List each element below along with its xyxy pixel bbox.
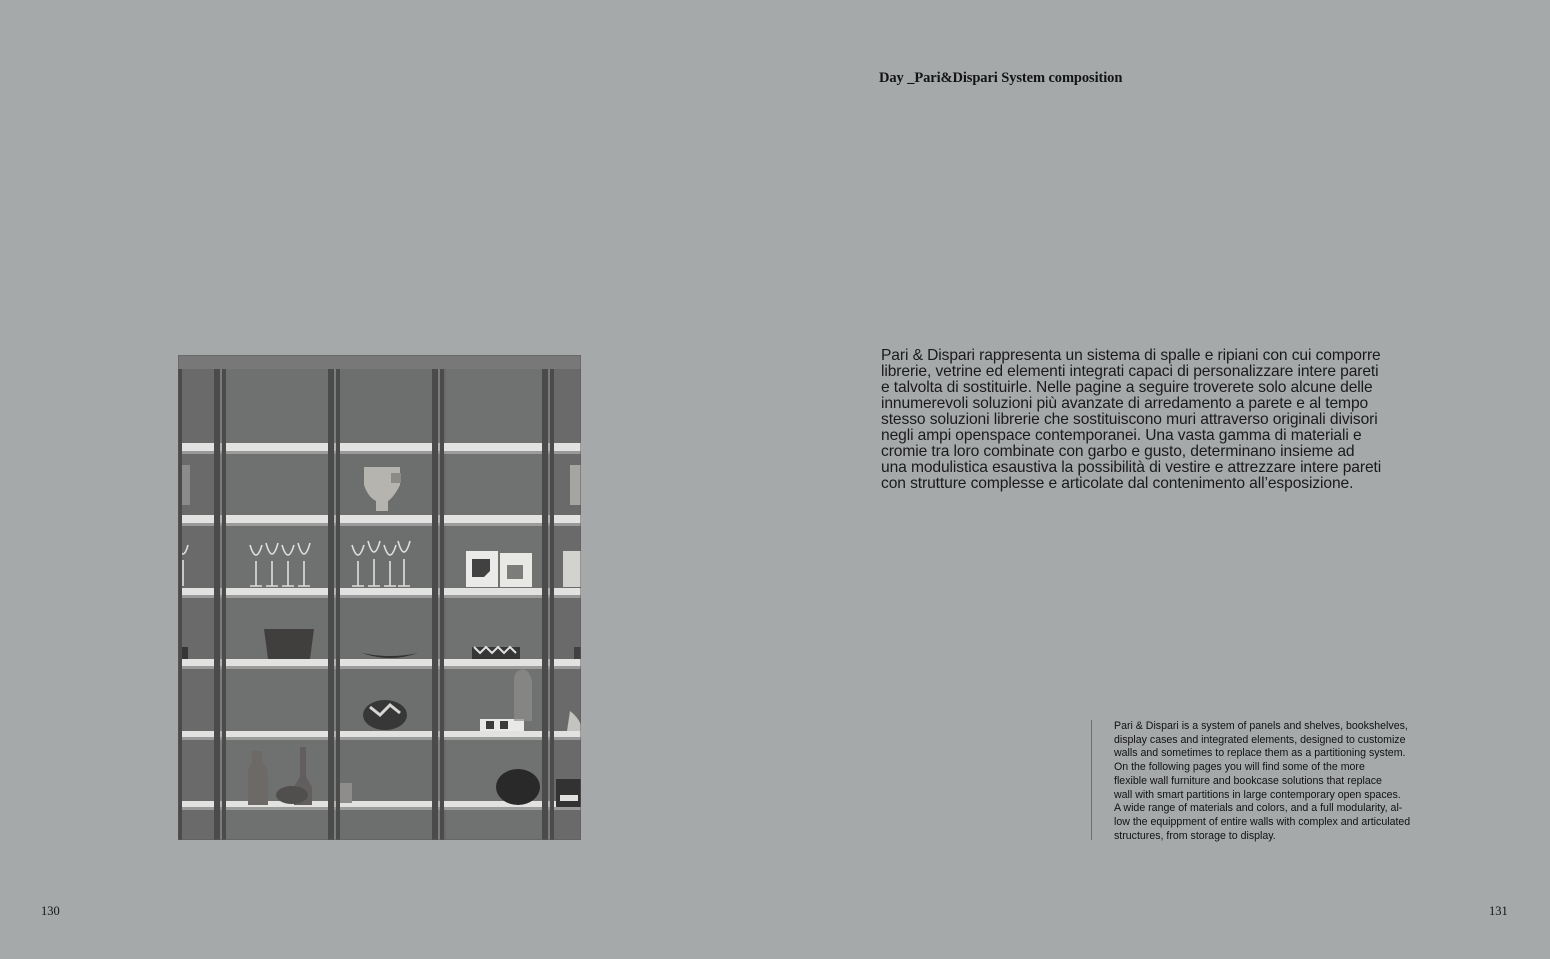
intro-text-italian [881, 348, 1441, 492]
intro-it-line: stesso soluzioni librerie che sostituiscono muri attraverso originali divisori [881, 411, 1378, 428]
intro-en-line: A wide range of materials and colors, and a full modularity, al- [1114, 802, 1403, 815]
bookcase-photo [178, 355, 581, 840]
intro-text-english [1114, 720, 1444, 843]
intro-en-line: On the following pages you will find some of the more [1114, 761, 1365, 774]
intro-en-line: walls and sometimes to replace them as a partitioning system. [1114, 747, 1406, 760]
intro-it-line: con strutture complesse e articolate dal contenimento all’esposizione. [881, 475, 1354, 492]
intro-it-line: librerie, vetrine ed elementi integrati capaci di personalizzare intere pareti [881, 363, 1379, 380]
intro-it-line: una modulistica esaustiva la possibilità di vestire e attrezzare intere pareti [881, 459, 1382, 476]
intro-it-line: innumerevoli soluzioni più avanzate di arredamento a parete e al tempo [881, 395, 1369, 412]
intro-en-line: low the equippment of entire walls with complex and articulated [1114, 815, 1411, 828]
page-number-left: 130 [41, 904, 60, 918]
intro-en-line: display cases and integrated elements, designed to customize [1114, 733, 1406, 746]
intro-it-line: cromie tra loro combinate con garbo e gusto, determinano insieme ad [881, 443, 1355, 460]
intro-it-line: Pari & Dispari rappresenta un sistema di spalle e ripiani con cui comporre [881, 347, 1381, 364]
intro-en-line: structures, from storage to display. [1114, 829, 1276, 842]
intro-en-line: flexible wall furniture and bookcase solutions that replace [1114, 774, 1382, 787]
vertical-divider [1091, 720, 1092, 840]
intro-it-line: e talvolta di sostituirle. Nelle pagine a seguire troverete solo alcune delle [881, 379, 1373, 396]
intro-en-line: wall with smart partitions in large contemporary open spaces. [1114, 788, 1401, 801]
intro-it-line: negli ampi openspace contemporanei. Una vasta gamma di materiali e [881, 427, 1362, 444]
page-number-right: 131 [1489, 904, 1508, 918]
intro-en-line: Pari & Dispari is a system of panels and shelves, bookshelves, [1114, 720, 1408, 732]
section-title: Day _Pari&Dispari System composition [879, 70, 1123, 86]
